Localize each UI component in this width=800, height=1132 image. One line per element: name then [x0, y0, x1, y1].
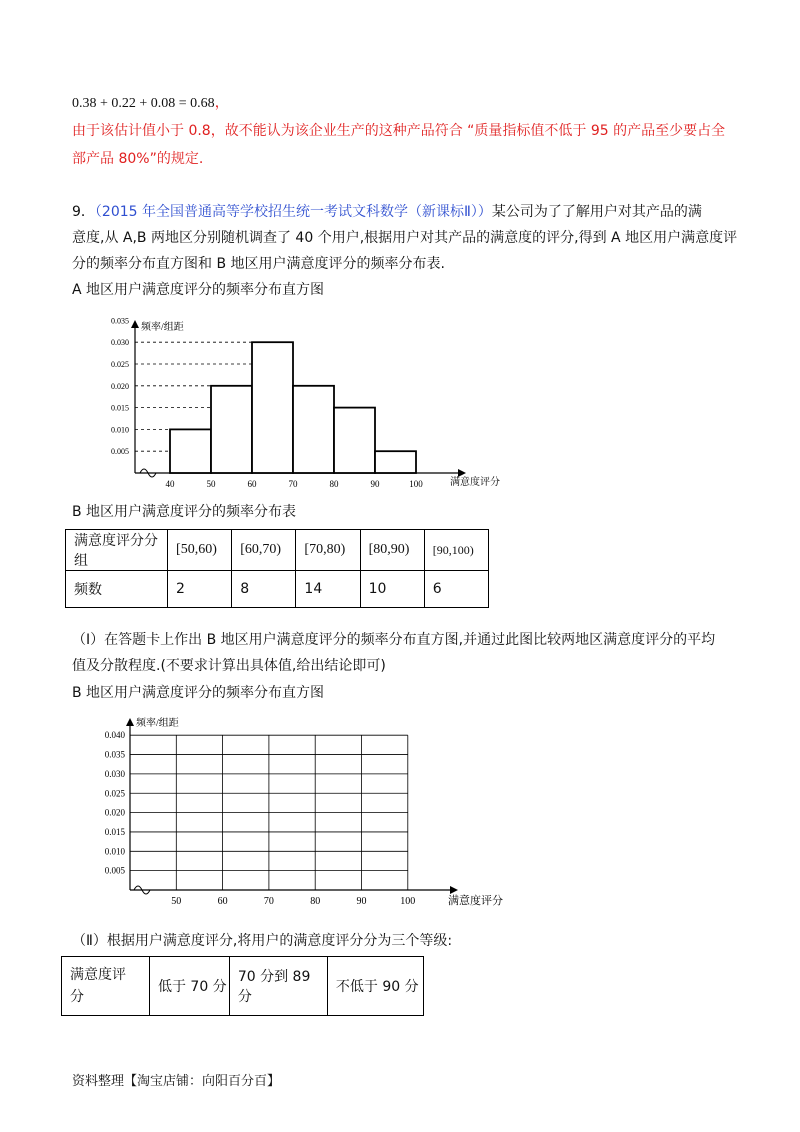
histogram-bar — [170, 429, 211, 473]
table-row — [66, 530, 489, 571]
chart-b-caption: B 地区用户满意度评分的频率分布直方图 — [72, 685, 325, 701]
table-cell: 6 — [424, 571, 488, 608]
y-tick-label: 0.020 — [111, 381, 129, 391]
y-tick-label: 0.030 — [111, 338, 129, 348]
equation: 0.38 + 0.22 + 0.08 = 0.68 — [72, 96, 215, 111]
histogram-bar — [334, 408, 375, 473]
part2-line-1: （Ⅱ）根据用户满意度评分,将用户的满意度评分分为三个等级: — [72, 933, 453, 949]
table-cell: 2 — [168, 571, 232, 608]
table-header-cell: [80,90) — [360, 530, 424, 571]
x-tick-label: 80 — [329, 479, 339, 489]
levels-cell: 不低于 90 分 — [327, 957, 423, 1016]
question-intro-line-2: 意度,从 A,B 两地区分别随机调查了 40 个用户,根据用户对其产品的满意度的评分,得到 A 地区用户满意度评 — [72, 230, 738, 246]
question-intro-line-1 — [72, 202, 702, 222]
x-tick-label: 80 — [310, 896, 321, 907]
part1-line-2: 值及分散程度.(不要求计算出具体值,给出结论即可) — [72, 658, 386, 674]
levels-label-line-1: 满意度评 — [70, 967, 126, 983]
x-axis-label: 满意度评分 — [448, 895, 503, 907]
histogram-a — [80, 312, 520, 496]
y-tick-label: 0.010 — [104, 846, 125, 857]
table-header-cell: [60,70) — [232, 530, 296, 571]
x-tick-label: 90 — [356, 896, 367, 907]
table-header-cell: 满意度评分分组 — [66, 530, 168, 571]
question-intro-line-3: 分的频率分布直方图和 B 地区用户满意度评分的频率分布表. — [72, 256, 445, 272]
histogram-bar — [293, 386, 334, 473]
x-axis-label: 满意度评分 — [450, 477, 500, 488]
x-tick-label: 100 — [409, 479, 423, 489]
part1-line-1: （Ⅰ）在答题卡上作出 B 地区用户满意度评分的频率分布直方图,并通过此图比较两地区满意度评分的平均 — [72, 632, 716, 648]
x-tick-label: 90 — [370, 479, 380, 489]
question-source: （2015 年全国普通高等学校招生统一考试文科数学（新课标Ⅱ）） — [94, 204, 492, 220]
y-axis-arrow — [126, 718, 134, 726]
histogram-bar — [211, 386, 252, 473]
conclusion-line-2: 部产品 80%”的规定. — [72, 151, 204, 167]
y-tick-label: 0.005 — [104, 865, 125, 876]
x-tick-label: 50 — [171, 896, 182, 907]
y-tick-label: 0.035 — [111, 316, 129, 326]
table-cell: 8 — [232, 571, 296, 608]
footer-note: 资料整理【淘宝店铺：向阳百分百】 — [72, 1074, 281, 1089]
frequency-table-b — [65, 529, 489, 608]
table-row — [66, 571, 489, 608]
y-tick-label: 0.005 — [111, 447, 129, 457]
y-tick-label: 0.025 — [111, 360, 129, 369]
table-header-cell: [50,60) — [168, 530, 232, 571]
question-number: 9． — [72, 204, 95, 220]
levels-label-cell — [62, 957, 150, 1016]
x-tick-label: 60 — [247, 479, 257, 489]
x-tick-label: 50 — [206, 479, 216, 489]
conclusion-line-1: 由于该估计值小于 0.8，故不能认为该企业生产的这种产品符合 “质量指标值不低于 95 的产品至少要占全 — [72, 123, 726, 139]
table-cell: 频数 — [66, 571, 168, 608]
y-axis-label: 频率/组距 — [136, 718, 179, 729]
equation-line — [72, 94, 229, 114]
histogram-bar — [375, 451, 416, 473]
table-header-cell: [70,80) — [296, 530, 360, 571]
levels-cell: 低于 70 分 — [149, 957, 229, 1016]
levels-table — [61, 956, 424, 1016]
y-tick-label: 0.010 — [111, 425, 129, 435]
y-axis-label: 频率/组距 — [141, 322, 184, 333]
table-row — [62, 957, 424, 1016]
levels-cell: 70 分到 89 分 — [229, 957, 327, 1016]
question-text-start: 某公司为了了解用户对其产品的满 — [491, 204, 702, 220]
x-axis-arrow — [450, 886, 458, 894]
y-axis-arrow — [131, 320, 139, 328]
y-tick-label: 0.015 — [111, 403, 129, 413]
x-tick-label: 40 — [165, 479, 175, 489]
y-tick-label: 0.040 — [104, 730, 125, 741]
chart-a-caption: A 地区用户满意度评分的频率分布直方图 — [72, 282, 325, 298]
table-cell: 10 — [360, 571, 424, 608]
levels-label-line-2: 分 — [70, 989, 84, 1005]
table-header-cell: [90,100) — [424, 530, 488, 571]
y-tick-label: 0.035 — [104, 749, 125, 760]
table-b-caption: B 地区用户满意度评分的频率分布表 — [72, 504, 297, 520]
x-tick-label: 60 — [217, 896, 228, 907]
y-tick-label: 0.015 — [104, 826, 125, 837]
x-tick-label: 70 — [263, 896, 274, 907]
table-cell: 14 — [296, 571, 360, 608]
x-tick-label: 100 — [400, 896, 416, 907]
histogram-bar — [252, 342, 293, 473]
y-tick-label: 0.020 — [104, 807, 125, 818]
y-tick-label: 0.025 — [104, 788, 125, 799]
x-tick-label: 70 — [288, 479, 298, 489]
histogram-b-grid — [80, 712, 520, 910]
equation-tail: ， — [214, 96, 229, 111]
y-tick-label: 0.030 — [104, 768, 125, 779]
x-axis-arrow — [458, 469, 466, 477]
